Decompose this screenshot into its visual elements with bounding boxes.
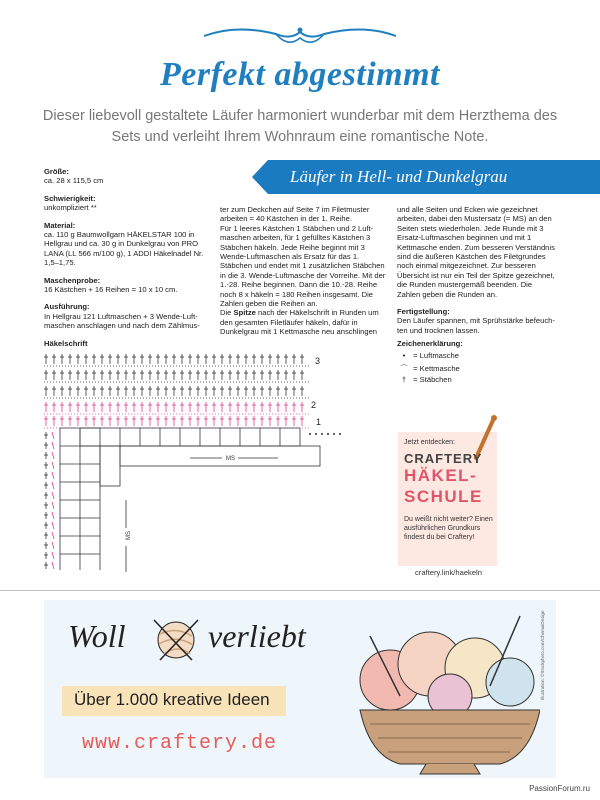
column-3 — [397, 205, 557, 343]
ms-label-side: MS — [126, 531, 132, 540]
side-pink-112 — [52, 462, 54, 469]
crochet-chart — [40, 350, 370, 578]
inner-block-1 — [100, 446, 120, 486]
round-label-2: 2 — [311, 400, 317, 410]
schwierigkeit-heading: Schwierigkeit: — [44, 193, 96, 203]
maschenprobe-text: 16 Kästchen + 16 Reihen = 10 x 10 cm. — [44, 285, 178, 295]
side-pink-202 — [52, 552, 54, 559]
side-pink-142 — [52, 492, 54, 499]
round-label-1: 1 — [316, 417, 322, 427]
ad-word-verliebt: verliebt — [208, 618, 306, 654]
fertigstellung-heading: Fertigstellung: — [397, 307, 450, 317]
column-1 — [44, 167, 204, 339]
column-2 — [220, 205, 386, 337]
promo-line1: HÄKEL- — [404, 466, 478, 485]
ms-label-top: MS — [226, 456, 235, 462]
page-title: Perfekt abgestimmt — [159, 56, 440, 93]
side-pink-132 — [52, 482, 54, 489]
groesse-heading: Größe: — [44, 167, 69, 176]
ad-word-woll: Woll — [68, 618, 126, 654]
chain-dot-276 — [315, 433, 317, 435]
chain-dot-282 — [321, 433, 323, 435]
legend-row-luftmasche: • = Luftmasche — [402, 351, 459, 360]
chart-title: Häkelschrift — [44, 339, 88, 348]
side-pink-122 — [52, 472, 54, 479]
banner-notch — [252, 160, 268, 194]
groesse-text: ca. 28 x 115,5 cm — [44, 176, 104, 186]
inner-block-2 — [120, 446, 320, 466]
legend-row-staebchen: † = Stäbchen — [401, 375, 452, 384]
round-label-3: 3 — [315, 356, 321, 366]
banner-label: Läufer in Hell- und Dunkelgrau — [290, 167, 508, 186]
maschenprobe-heading: Maschenprobe: — [44, 275, 101, 285]
ad-credit: Illustration: ©Stockphoto.com/ChemaiDesign — [540, 610, 545, 700]
col2-p3b: Spitze — [233, 308, 256, 318]
promo-link[interactable]: craftery.link/haekeln — [415, 568, 482, 577]
ornament-swirl — [196, 22, 404, 50]
side-pink-192 — [52, 542, 54, 549]
promo-line2: SCHULE — [404, 487, 483, 506]
intro-text: Dieser liebevoll gestaltete Läufer harmoniert wunderbar mit dem Herzthema des Sets und verleiht Ihrem Wohnraum eine romantische Note. — [42, 108, 558, 145]
col3-p1: und alle Seiten und Ecken wie gezeichnet arbeiten, dabei den Mustersatz (= MS) an den Seiten stets wiederholen. Jede Runde mit 3 Ersatz-Luftmaschen beginnen und mit 1 Kettmasche enden. Zum besseren Verständnis sind die äußeren Kästchen des Filetgrundes noch einmal mitgezeichnet. Zur besseren Übersicht ist nur ein Teil der Spitze gezeichnet, die Runden mustergemäß beenden. Die Zahlen geben die Runden an. — [397, 205, 555, 299]
chain-dot-294 — [333, 433, 335, 435]
material-text: ca. 110 g Baumwollgarn HÄKELSTAR 100 in Hellgrau und ca. 30 g in Dunkelgrau von PRO LANA (LL 566 m/100 g), 1 ADDI Häkelnadel Nr. 1,5–1,75. — [44, 230, 204, 268]
col2-p3c: nach der Häkelschrift in Runden um den gesamten Filetläufer häkeln, dafür in Dunkelgrau mit 1 Kettmasche neu anschlingen — [220, 308, 379, 337]
promo-body: Du weißt nicht weiter? Einen ausführlichen Grundkurs findest du bei Craftery! — [404, 516, 493, 541]
chain-dot-300 — [339, 433, 341, 435]
promo-top-text: Jetzt entdecken: — [404, 439, 455, 446]
yarn-basket-illustration — [330, 606, 540, 776]
divider — [0, 590, 600, 591]
legend-title: Zeichenerklärung: — [397, 339, 463, 348]
col2-p2: Für 1 leeres Kästchen 1 Stäbchen und 2 Luftmaschen arbeiten, für 1 gefülltes Kästchen 3 Stäbchen häkeln. Jede Reihe beginnt mit 3 Wende-Luftmaschen als Ersatz für das 1. Stäbchen und endet mit 1 zusätzlichen Stäbchen in die 3. Wende-Luftmasche der Vorreihe. Mit der 1.-28. Reihe beginnen. Dann die 10.-28. Reihe noch 8 x häkeln = 180 Reihen insgesamt. Die Zahlen geben die Reihen an. — [220, 223, 386, 309]
ausfuehrung-text: In Hellgrau 121 Luftmaschen + 3 Wende-Luftmaschen anschlagen und nach dem Zählmus- — [44, 311, 200, 331]
col2-p1: ter zum Deckchen auf Seite 7 im Filetmuster arbeiten = 40 Kästchen in der 1. Reihe. — [220, 205, 370, 224]
promo-brand: CRAFTERY — [404, 451, 483, 466]
side-pink-92 — [52, 442, 54, 449]
side-pink-162 — [52, 512, 54, 519]
side-pink-82 — [52, 432, 54, 439]
schwierigkeit-text: unkompliziert ** — [44, 203, 97, 213]
chain-dot-288 — [327, 433, 329, 435]
side-pink-212 — [52, 562, 54, 569]
ausfuehrung-heading: Ausführung: — [44, 302, 90, 312]
fertigstellung-text: Den Läufer spannen, mit Sprühstärke befeuchten und trocknen lassen. — [397, 316, 555, 335]
legend-row-kettmasche: ⌒ = Kettmasche — [400, 364, 460, 373]
side-pink-152 — [52, 502, 54, 509]
col2-p3a: Die — [220, 308, 234, 318]
side-pink-172 — [52, 522, 54, 529]
material-heading: Material: — [44, 220, 76, 230]
ad-url[interactable]: www.craftery.de — [82, 732, 278, 755]
footer-site: PassionForum.ru — [529, 784, 590, 793]
side-pink-102 — [52, 452, 54, 459]
ad-strip-text: Über 1.000 kreative Ideen — [74, 690, 270, 709]
yarn-ball-icon — [146, 612, 206, 662]
chain-dot-270 — [309, 433, 311, 435]
side-pink-182 — [52, 532, 54, 539]
